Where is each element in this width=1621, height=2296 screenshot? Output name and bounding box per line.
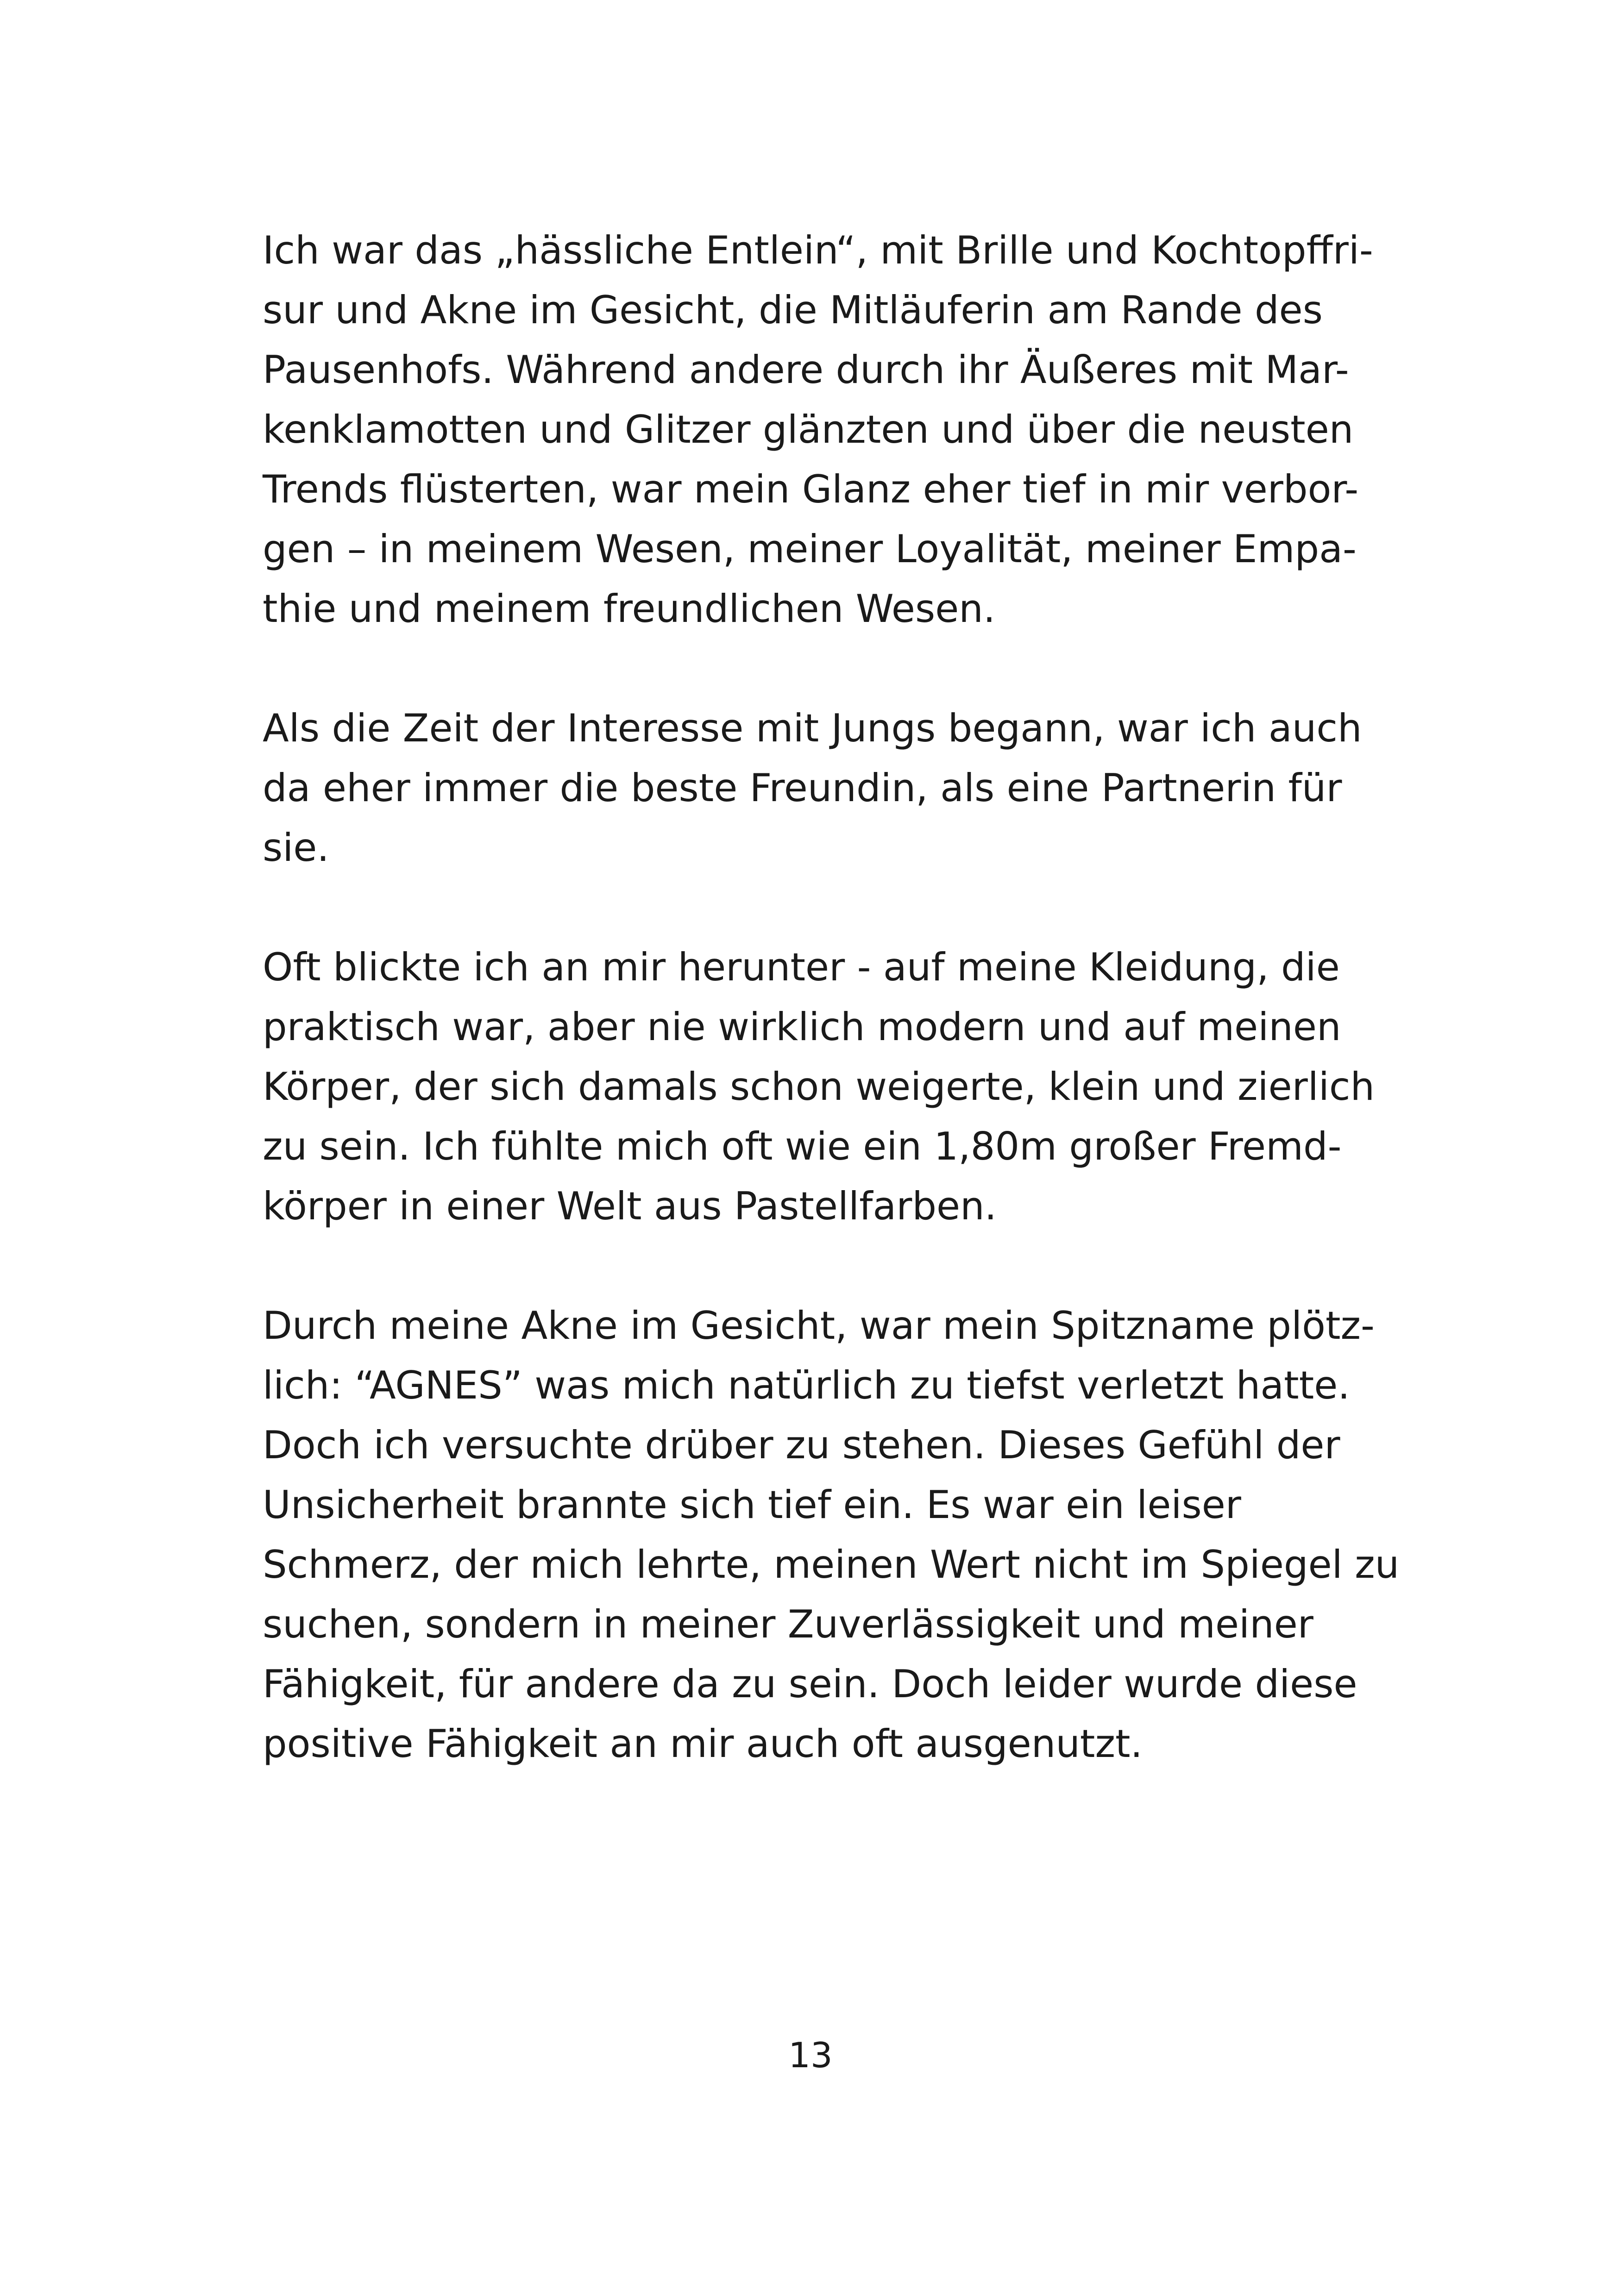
- text-line: Oft blickte ich an mir herunter - auf meine Kleidung, die: [263, 945, 1340, 990]
- text-line: zu sein. Ich fühlte mich oft wie ein 1,80m großer Fremd-: [263, 1124, 1342, 1169]
- body-text: [263, 220, 1420, 1833]
- paragraph-1: [263, 220, 1420, 639]
- text-line: Körper, der sich damals schon weigerte, klein und zierlich: [263, 1064, 1375, 1109]
- text-line: suchen, sondern in meiner Zuverlässigkeit und meiner: [263, 1602, 1313, 1647]
- text-line: sur und Akne im Gesicht, die Mitläuferin am Rande des: [263, 288, 1323, 332]
- text-line: Trends flüsterten, war mein Glanz eher tief in mir verbor-: [263, 467, 1359, 512]
- text-line: Schmerz, der mich lehrte, meinen Wert nicht im Spiegel zu: [263, 1542, 1400, 1587]
- text-line: Doch ich versuchte drüber zu stehen. Dieses Gefühl der: [263, 1423, 1340, 1468]
- text-line: Unsicherheit brannte sich tief ein. Es war ein leiser: [263, 1482, 1241, 1527]
- text-line: positive Fähigkeit an mir auch oft ausgenutzt.: [263, 1721, 1143, 1766]
- text-line: Fähigkeit, für andere da zu sein. Doch leider wurde diese: [263, 1662, 1357, 1706]
- paragraph-3: [263, 937, 1420, 1236]
- text-line: lich: “AGNES” was mich natürlich zu tiefst verletzt hatte.: [263, 1363, 1350, 1408]
- paragraph-2: [263, 698, 1420, 878]
- text-line: gen – in meinem Wesen, meiner Loyalität, meiner Empa-: [263, 527, 1357, 571]
- text-line: körper in einer Welt aus Pastellfarben.: [263, 1184, 997, 1229]
- paragraph-4: [263, 1296, 1420, 1774]
- text-line: da eher immer die beste Freundin, als eine Partnerin für: [263, 765, 1342, 810]
- page-number: 13: [788, 2035, 833, 2076]
- text-line: Als die Zeit der Interesse mit Jungs begann, war ich auch: [263, 706, 1362, 751]
- text-line: thie und meinem freundlichen Wesen.: [263, 586, 996, 631]
- text-line: Ich war das „hässliche Entlein“, mit Brille und Kochtopffri-: [263, 228, 1373, 273]
- text-line: kenklamotten und Glitzer glänzten und über die neusten: [263, 407, 1354, 452]
- text-line: praktisch war, aber nie wirklich modern und auf meinen: [263, 1004, 1341, 1049]
- text-line: sie.: [263, 825, 329, 870]
- text-line: Durch meine Akne im Gesicht, war mein Spitzname plötz-: [263, 1303, 1375, 1348]
- text-line: Pausenhofs. Während andere durch ihr Äußeres mit Mar-: [263, 347, 1349, 392]
